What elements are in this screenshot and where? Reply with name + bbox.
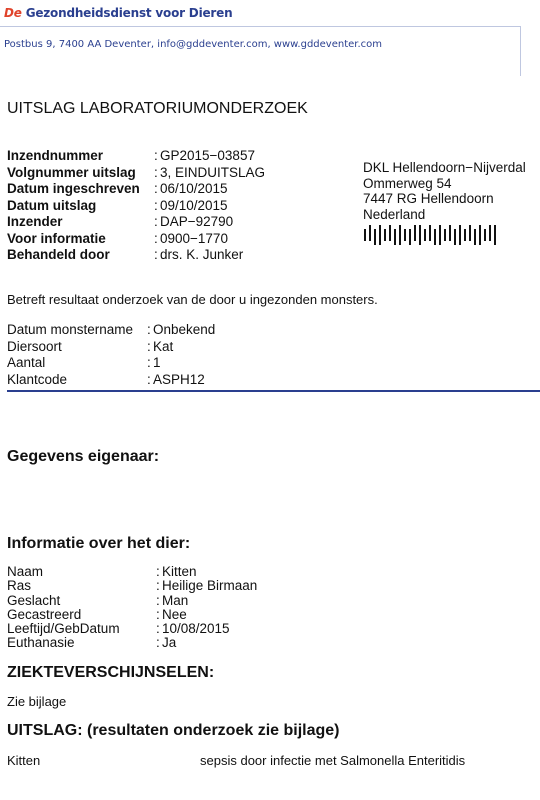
lab-info-value: DAP−92790 xyxy=(160,214,234,229)
recipient-line: Nederland xyxy=(363,206,426,222)
symptoms-text: Zie bijlage xyxy=(7,694,67,709)
organisation-name xyxy=(4,6,232,20)
animal-info-label: Ras xyxy=(7,578,32,594)
lab-info-value: GP2015−03857 xyxy=(160,148,255,163)
animal-info-value: Man xyxy=(162,592,189,608)
lab-info-label: Datum uitslag xyxy=(7,197,97,213)
sample-info-value: Kat xyxy=(153,338,174,354)
sample-info-value: Onbekend xyxy=(153,322,216,337)
recipient-address xyxy=(363,160,526,222)
result-animal: Kitten xyxy=(7,753,41,768)
org-prefix: De xyxy=(4,6,22,20)
sample-info-value: ASPH12 xyxy=(153,371,205,387)
animal-info-label: Leeftijd/GebDatum xyxy=(7,621,120,637)
animal-info-value: Nee xyxy=(162,606,187,622)
intro-text: Betreft resultaat onderzoek van de door u ingezonden monsters. xyxy=(7,292,378,307)
header-divider-vertical xyxy=(520,26,521,76)
sample-info-row: Diersoort : Kat xyxy=(7,338,174,354)
sample-info-row: Datum monstername : Onbekend xyxy=(7,322,216,337)
animal-heading: Informatie over het dier: xyxy=(7,535,191,552)
lab-info-value: drs. K. Junker xyxy=(160,247,244,262)
animal-info-row: Leeftijd/GebDatum : 10/08/2015 xyxy=(7,621,230,637)
animal-info-label: Geslacht xyxy=(7,592,61,608)
lab-info-value: 06/10/2015 xyxy=(160,181,228,196)
animal-info-row: Geslacht : Man xyxy=(7,592,189,608)
lab-info-label: Inzender xyxy=(7,214,63,229)
lab-info-label: Datum ingeschreven xyxy=(7,181,140,196)
organisation-address: Postbus 9, 7400 AA Deventer, info@gddeventer.com, www.gddeventer.com xyxy=(4,39,383,50)
owner-heading: Gegevens eigenaar: xyxy=(7,448,160,465)
animal-info-label: Euthanasie xyxy=(7,635,75,651)
animal-info-row: Naam : Kitten xyxy=(7,564,197,579)
lab-info-row: Inzender : DAP−92790 xyxy=(7,214,234,229)
sample-info-row: Klantcode : ASPH12 xyxy=(7,371,205,387)
animal-info-row: Gecastreerd : Nee xyxy=(7,606,187,622)
lab-info-block xyxy=(7,148,265,264)
lab-info-label: Behandeld door xyxy=(7,247,110,262)
lab-info-row: Inzendnummer : GP2015−03857 xyxy=(7,148,255,163)
header-divider xyxy=(0,26,520,27)
sample-info-label: Diersoort xyxy=(7,338,62,354)
lab-info-row: Voor informatie : 0900−1770 xyxy=(7,230,228,246)
animal-info-block xyxy=(7,565,257,651)
lab-info-label: Inzendnummer xyxy=(7,148,104,163)
recipient-line: Ommerweg 54 xyxy=(363,175,452,191)
animal-info-value: Heilige Birmaan xyxy=(162,578,258,594)
sample-info-label: Aantal xyxy=(7,355,46,370)
animal-info-value: Ja xyxy=(162,635,177,651)
symptoms-heading: ZIEKTEVERSCHIJNSELEN: xyxy=(7,664,215,681)
postal-barcode xyxy=(364,225,496,245)
animal-info-row: Ras : Heilige Birmaan xyxy=(7,578,258,594)
result-finding: sepsis door infectie met Salmonella Enteritidis xyxy=(200,753,466,768)
animal-info-label: Naam xyxy=(7,564,44,579)
lab-info-value: 0900−1770 xyxy=(160,230,228,246)
lab-info-value: 09/10/2015 xyxy=(160,197,228,213)
sample-info-label: Datum monstername xyxy=(7,322,134,337)
section-divider xyxy=(7,390,540,392)
org-name-text: Gezondheidsdienst voor Dieren xyxy=(25,6,233,20)
lab-info-label: Volgnummer uitslag xyxy=(7,164,136,180)
animal-info-value: 10/08/2015 xyxy=(162,621,230,637)
lab-info-label: Voor informatie xyxy=(7,230,106,246)
sample-info-label: Klantcode xyxy=(7,371,68,387)
lab-info-value: 3, EINDUITSLAG xyxy=(160,164,266,180)
recipient-line: DKL Hellendoorn−Nijverdal xyxy=(363,160,526,175)
animal-info-row: Euthanasie : Ja xyxy=(7,635,177,651)
sample-info-block xyxy=(7,322,215,388)
sample-info-row: Aantal : 1 xyxy=(7,355,161,370)
lab-info-row: Volgnummer uitslag : 3, EINDUITSLAG xyxy=(7,164,266,180)
animal-info-value: Kitten xyxy=(162,564,197,579)
lab-info-row: Datum ingeschreven : 06/10/2015 xyxy=(7,181,228,196)
result-heading: UITSLAG: (resultaten onderzoek zie bijlage) xyxy=(7,722,340,739)
animal-info-label: Gecastreerd xyxy=(7,606,82,622)
recipient-line: 7447 RG Hellendoorn xyxy=(363,191,494,206)
sample-info-value: 1 xyxy=(153,355,161,370)
document-title: UITSLAG LABORATORIUMONDERZOEK xyxy=(7,100,308,117)
lab-info-row: Behandeld door : drs. K. Junker xyxy=(7,247,244,262)
lab-info-row: Datum uitslag : 09/10/2015 xyxy=(7,197,228,213)
